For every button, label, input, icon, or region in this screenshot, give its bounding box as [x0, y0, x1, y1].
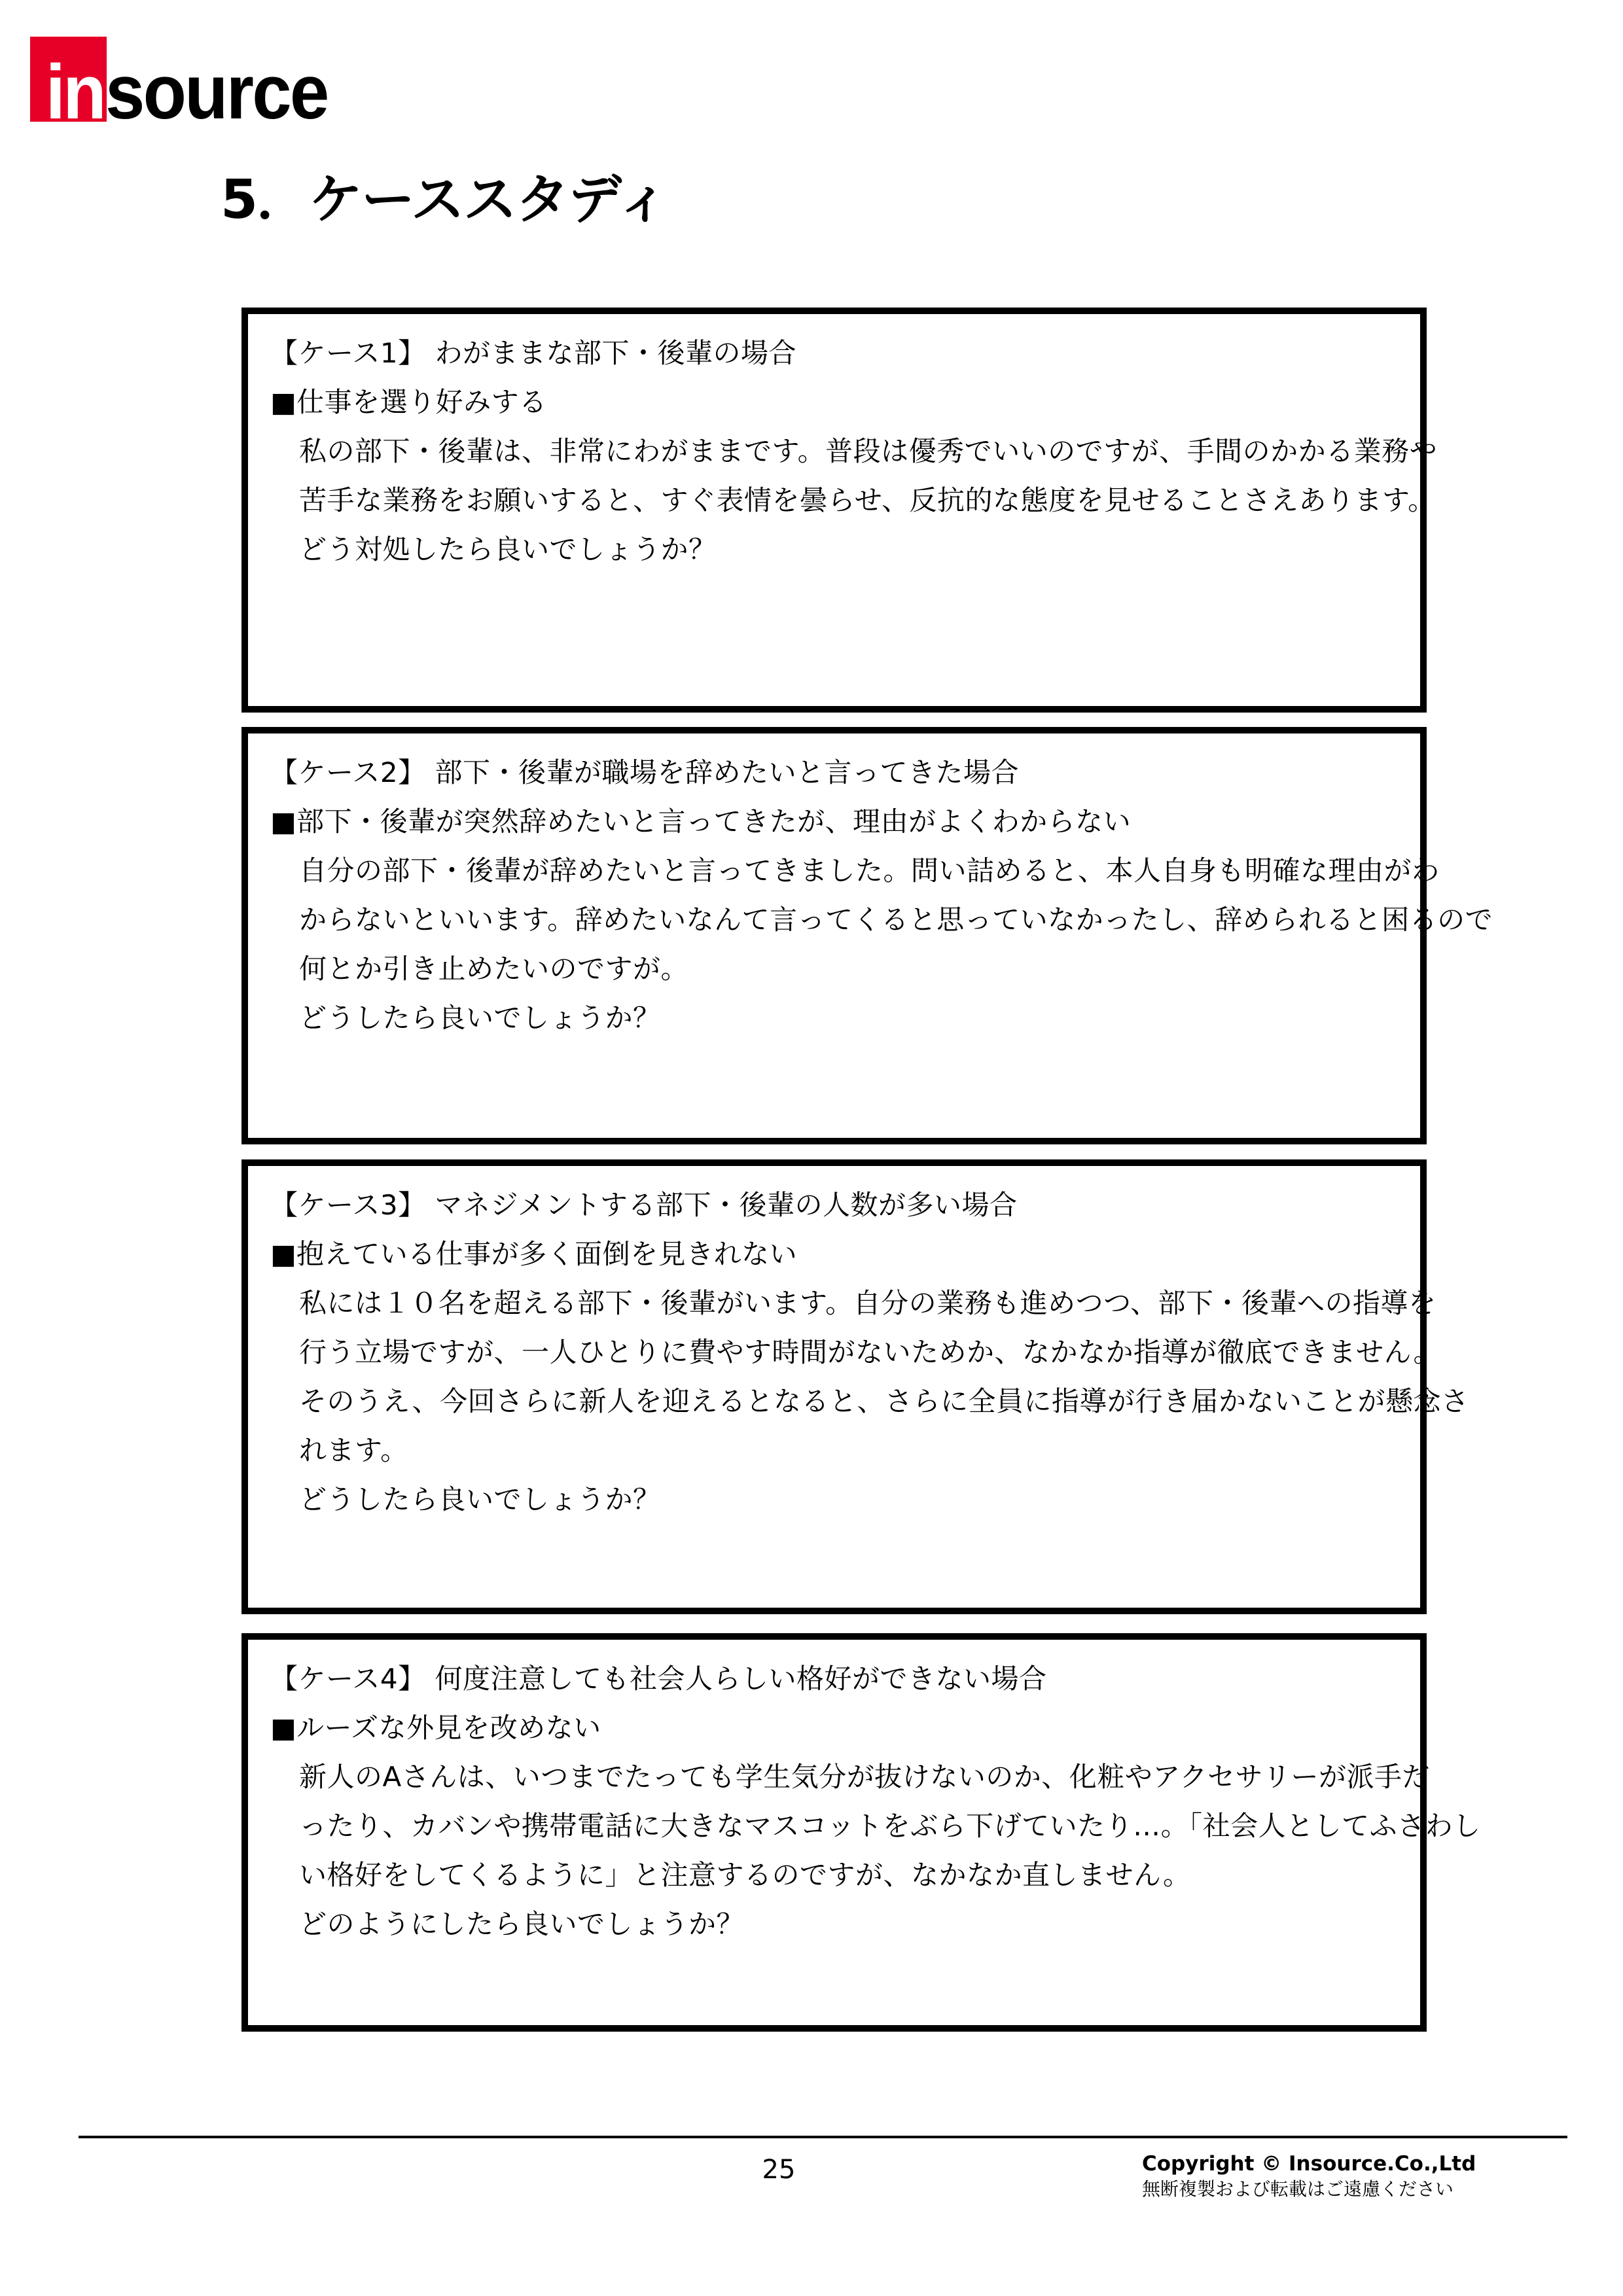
case-heading: 【ケース1】 わがままな部下・後輩の場合: [270, 337, 796, 369]
case-text-line: 自分の部下・後輩が辞めたいと言ってきました。問い詰めると、本人自身も明確な理由がわ: [299, 855, 1440, 887]
insource-logo: [30, 37, 347, 135]
case-box-2: [241, 727, 1493, 1144]
case-text-line: 苦手な業務をお願いすると、すぐ表情を曇らせ、反抗的な態度を見せることさえあります。: [299, 484, 1436, 516]
case-text-line: い格好をしてくるように」と注意するのですが、なかなか直しません。: [299, 1859, 1191, 1891]
case-text-line: 新人のAさんは、いつまでたっても学生気分が抜けないのか、化粧やアクセサリーが派手だ: [299, 1761, 1430, 1793]
case-text-line: 何とか引き止めたいのですが。: [299, 953, 689, 985]
case-question: どうしたら良いでしょうか？: [299, 1002, 661, 1034]
case-box-1: [241, 308, 1438, 713]
case-text-line: 行う立場ですが、一人ひとりに費やす時間がないためか、なかなか指導が徹底できません。: [299, 1336, 1442, 1368]
case-subheading: ■抱えている仕事が多く面倒を見きれない: [270, 1238, 798, 1270]
case-text-line: ったり、カバンや携帯電話に大きなマスコットをぶら下げていたり…。「社会人としてふさわし: [299, 1810, 1481, 1842]
case-subheading: ■部下・後輩が突然辞めたいと言ってきたが、理由がよくわからない: [270, 805, 1132, 838]
case-heading: 【ケース4】 何度注意しても社会人らしい格好ができない場合: [270, 1663, 1047, 1695]
copyright-text: Copyright © Insource.Co.,Ltd: [1142, 2152, 1476, 2176]
case-question: どのようにしたら良いでしょうか？: [299, 1908, 745, 1940]
case-subheading: ■ルーズな外見を改めない: [270, 1712, 601, 1744]
logo-wordmark: source: [105, 49, 328, 135]
case-text-line: れます。: [299, 1434, 408, 1466]
case-subheading: ■仕事を選り好みする: [270, 386, 547, 418]
footer-divider: [79, 2136, 1567, 2138]
case-text-line: そのうえ、今回さらに新人を迎えるとなると、さらに全員に指導が行き届かないことが懸念さ: [299, 1385, 1469, 1417]
case-heading: 【ケース2】 部下・後輩が職場を辞めたいと言ってきた場合: [270, 756, 1019, 788]
case-heading: 【ケース3】 マネジメントする部下・後輩の人数が多い場合: [270, 1189, 1018, 1221]
case-text-line: 私の部下・後輩は、非常にわがままです。普段は優秀でいいのですが、手間のかかる業務や: [299, 435, 1438, 467]
case-text-line: からないといいます。辞めたいなんて言ってくると思っていなかったし、辞められると困るので: [299, 904, 1493, 936]
case-box-3: [241, 1159, 1469, 1614]
page-number: 25: [762, 2155, 796, 2185]
case-question: どうしたら良いでしょうか？: [299, 1483, 661, 1515]
page-title: 5．ケーススタディ: [221, 169, 669, 231]
case-box-4: [241, 1633, 1481, 2032]
case-text-line: 私には１０名を超える部下・後輩がいます。自分の業務も進めつつ、部下・後輩への指導を: [299, 1287, 1436, 1319]
logo-red-block: in: [30, 37, 107, 122]
case-question: どう対処したら良いでしょうか？: [299, 533, 717, 565]
reproduction-notice: 無断複製および転載はご遠慮ください: [1142, 2178, 1454, 2200]
